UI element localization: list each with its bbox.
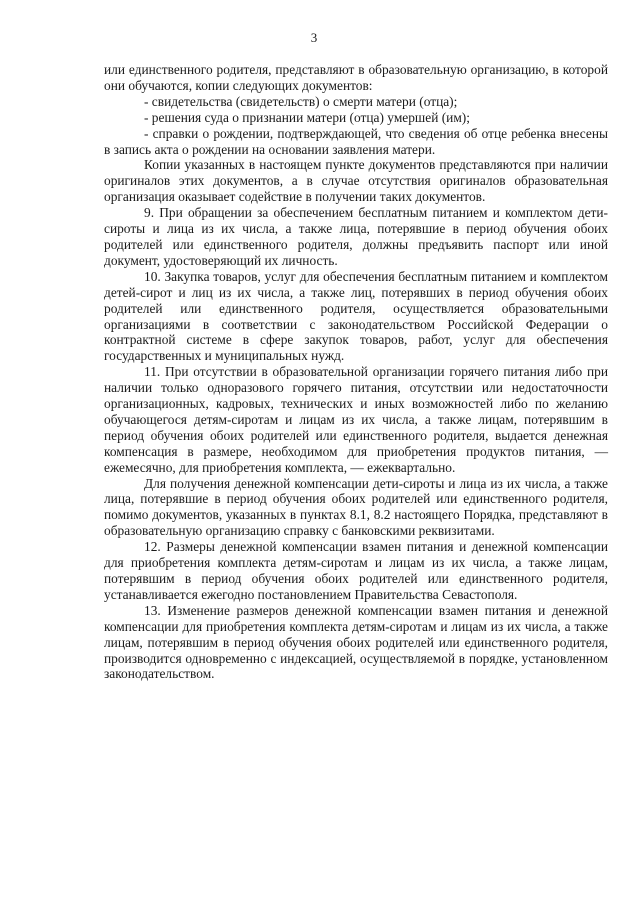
paragraph-item-12: 12. Размеры денежной компенсации взамен питания и денежной компенсации для приобретения комплекта детям-сиротам и лицам из их числа, а также лицам, потерявшим в период обучения обоих родителей или единственного родителя, устанавливается ежегодно постановлением Правительства Севастополя.	[104, 539, 608, 602]
paragraph-compensation-documents: Для получения денежной компенсации дети-сироты и лица из их числа, а также лица, потерявшие в период обучения обоих родителей или единственного родителя, помимо документов, указанных в пунктах 8.1, 8.2 настоящего Порядка, представляют в образовательную организацию справку с банковскими реквизитами.	[104, 475, 608, 539]
document-body	[104, 62, 608, 682]
paragraph-document-copies: Копии указанных в настоящем пункте документов представляются при наличии оригиналов этих документов, а в случае отсутствия оригиналов образовательная организация оказывает содействие в получении таких документов.	[104, 157, 608, 205]
list-item-court-decision: - решения суда о признании матери (отца) умершей (им);	[144, 109, 470, 125]
paragraph-item-13: 13. Изменение размеров денежной компенсации взамен питания и денежной компенсации для приобретения комплекта детям-сиротам и лицам из их числа, а также лицам, потерявшим в период обучения обоих родителей или единственного родителя, производится одновременно с индексацией, осуществляемой в порядке, установленном законодательством.	[104, 602, 608, 682]
paragraph-continuation: или единственного родителя, представляют в образовательную организацию, в которой они обучаются, копии следующих документов:	[104, 62, 608, 93]
paragraph-item-11: 11. При отсутствии в образовательной организации горячего питания либо при наличии только одноразового горячего питания, отсутствии или недостаточности организационных, кадровых, технических и иных возможностей либо по желанию обучающегося детям-сиротам и лицам из их числа, а также лицам, потерявшим в период обучения обоих родителей или единственного родителя, выдается денежная компенсация в размере, необходимом для приобретения продуктов питания, — ежемесячно, для приобретения комплекта, — ежеквартально.	[104, 364, 608, 475]
paragraph-item-10: 10. Закупка товаров, услуг для обеспечения бесплатным питанием и комплектом детей-сирот и лиц из их числа, а также лиц, потерявших в период обучения обоих родителей или единственного родителя, осуществляется образовательными организациями в соответствии с законодательством Российской Федерации о контрактной системе в сфере закупок товаров, работ, услуг для обеспечения государственных и муниципальных нужд.	[104, 268, 608, 364]
page-number: 3	[310, 30, 318, 45]
list-item-death-certificate: - свидетельства (свидетельств) о смерти матери (отца);	[144, 93, 458, 109]
list-item-birth-certificate: - справки о рождении, подтверждающей, что сведения об отце ребенка внесены в запись акта о рождении на основании заявления матери.	[104, 125, 608, 157]
paragraph-item-9: 9. При обращении за обеспечением бесплатным питанием и комплектом дети-сироты и лица из их числа, а также лица, потерявшие в период обучения обоих родителей или единственного родителя, должны предъявить паспорт или иной документ, удостоверяющий их личность.	[104, 205, 608, 268]
